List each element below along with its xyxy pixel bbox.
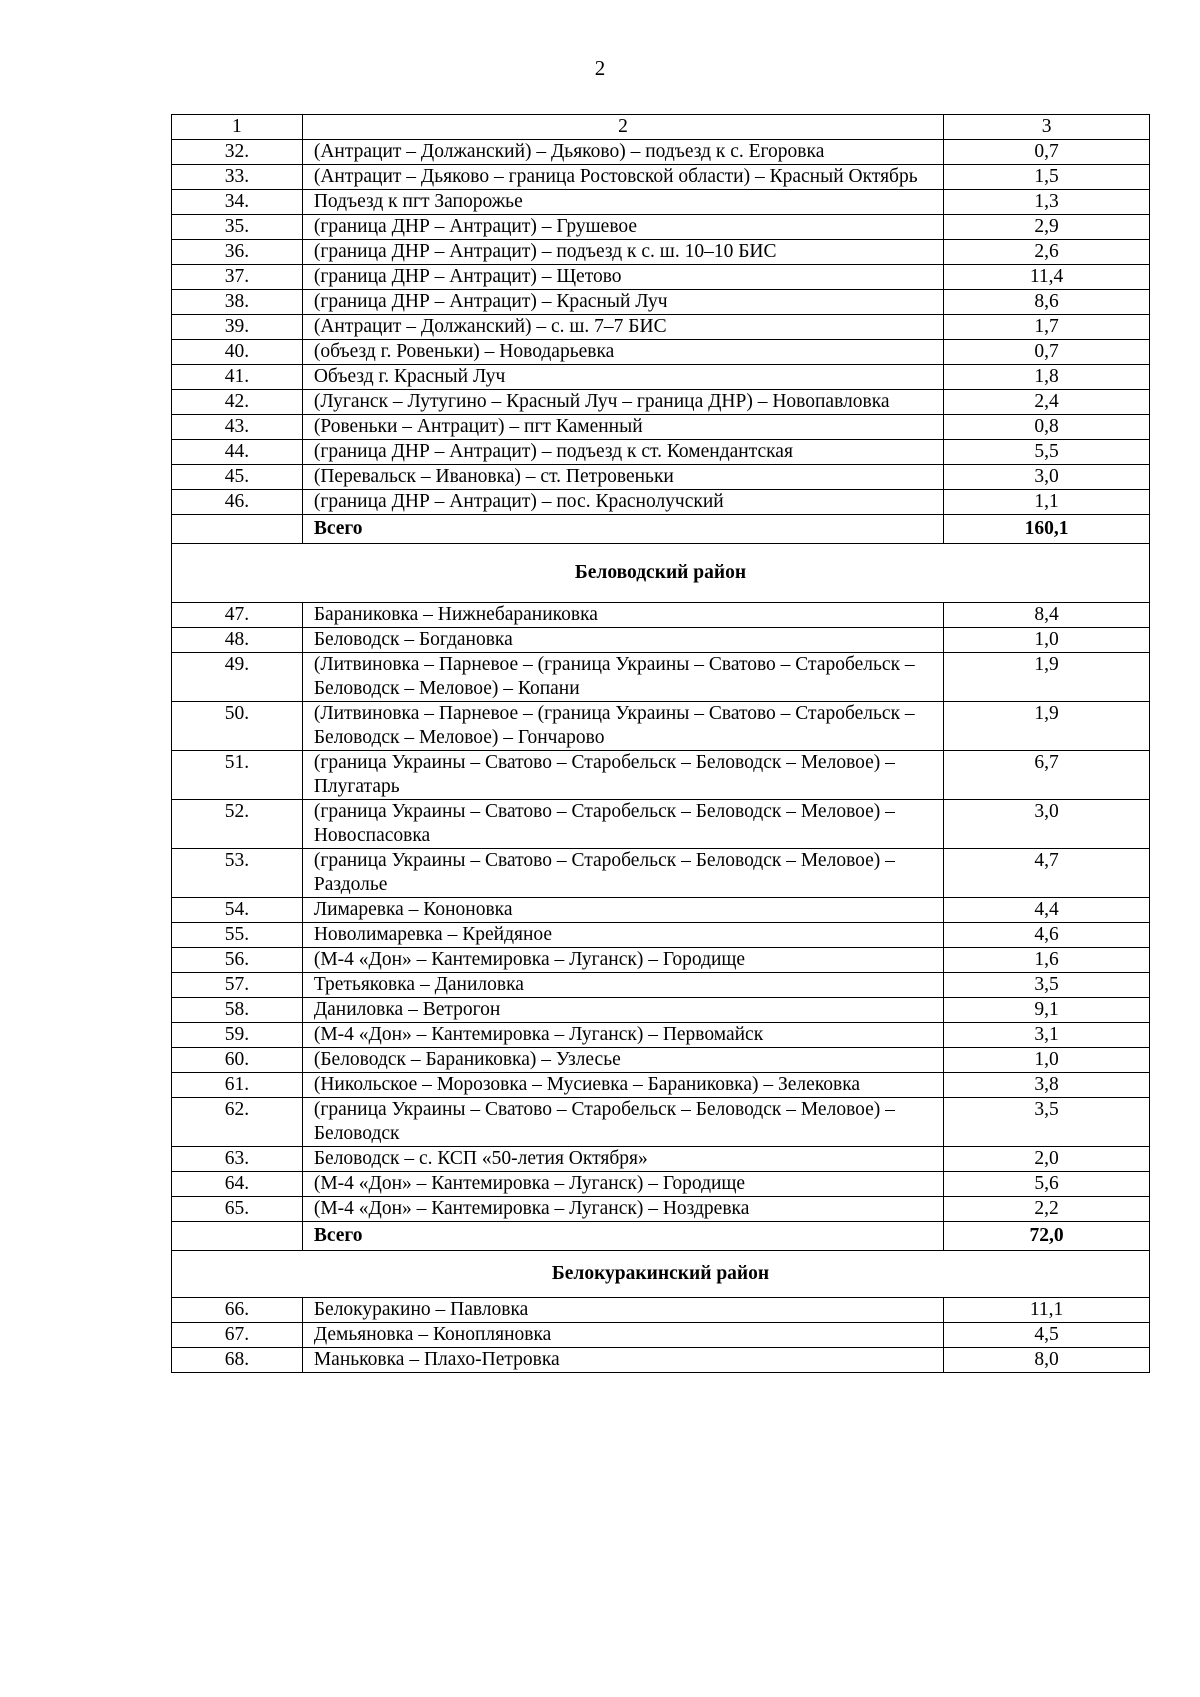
row-number: 55. <box>172 923 303 948</box>
table-row <box>172 702 1150 751</box>
row-number: 56. <box>172 948 303 973</box>
row-number: 49. <box>172 653 303 702</box>
table-row <box>172 998 1150 1023</box>
road-name: (граница ДНР – Антрацит) – подъезд к ст. Комендантская <box>302 440 943 465</box>
road-length: 2,6 <box>944 240 1150 265</box>
road-length: 6,7 <box>944 751 1150 800</box>
road-length: 11,4 <box>944 265 1150 290</box>
table-row <box>172 240 1150 265</box>
section-header-row <box>172 544 1150 603</box>
row-number: 34. <box>172 190 303 215</box>
table-row <box>172 290 1150 315</box>
table-row <box>172 165 1150 190</box>
road-length: 4,4 <box>944 898 1150 923</box>
road-length: 0,7 <box>944 340 1150 365</box>
road-length: 3,0 <box>944 465 1150 490</box>
road-name: Лимаревка – Кононовка <box>302 898 943 923</box>
total-value: 160,1 <box>944 515 1150 544</box>
page-number: 2 <box>594 56 606 80</box>
road-name: (Никольское – Морозовка – Мусиевка – Бараниковка) – Зелековка <box>302 1073 943 1098</box>
table-row <box>172 140 1150 165</box>
table-row <box>172 465 1150 490</box>
road-length: 8,4 <box>944 603 1150 628</box>
table-row <box>172 800 1150 849</box>
road-length: 0,8 <box>944 415 1150 440</box>
row-number: 38. <box>172 290 303 315</box>
road-length: 1,0 <box>944 628 1150 653</box>
row-number: 65. <box>172 1197 303 1222</box>
road-name: Третьяковка – Даниловка <box>302 973 943 998</box>
road-name: (Перевальск – Ивановка) – ст. Петровеньки <box>302 465 943 490</box>
table-row <box>172 1323 1150 1348</box>
table-row <box>172 849 1150 898</box>
road-length: 3,5 <box>944 1098 1150 1147</box>
road-name: (М-4 «Дон» – Кантемировка – Луганск) – Городище <box>302 948 943 973</box>
table-row <box>172 1098 1150 1147</box>
row-number: 52. <box>172 800 303 849</box>
row-number: 68. <box>172 1348 303 1373</box>
road-name: Новолимаревка – Крейдяное <box>302 923 943 948</box>
row-number: 36. <box>172 240 303 265</box>
road-length: 8,0 <box>944 1348 1150 1373</box>
road-name: Беловодск – Богдановка <box>302 628 943 653</box>
row-number: 43. <box>172 415 303 440</box>
row-number: 51. <box>172 751 303 800</box>
road-name: (объезд г. Ровеньки) – Новодарьевка <box>302 340 943 365</box>
road-length: 2,2 <box>944 1197 1150 1222</box>
row-number: 47. <box>172 603 303 628</box>
road-name: Объезд г. Красный Луч <box>302 365 943 390</box>
row-number: 37. <box>172 265 303 290</box>
row-number: 54. <box>172 898 303 923</box>
row-number: 45. <box>172 465 303 490</box>
table-row <box>172 1298 1150 1323</box>
road-name: Маньковка – Плахо-Петровка <box>302 1348 943 1373</box>
table-row <box>172 365 1150 390</box>
road-name: Белокуракино – Павловка <box>302 1298 943 1323</box>
road-length: 0,7 <box>944 140 1150 165</box>
column-number-3: 3 <box>944 115 1150 140</box>
row-number: 41. <box>172 365 303 390</box>
row-number: 50. <box>172 702 303 751</box>
row-number: 53. <box>172 849 303 898</box>
section-header-row <box>172 1251 1150 1298</box>
road-name: (М-4 «Дон» – Кантемировка – Луганск) – Ноздревка <box>302 1197 943 1222</box>
road-name: (граница ДНР – Антрацит) – пос. Краснолучский <box>302 490 943 515</box>
row-number: 33. <box>172 165 303 190</box>
road-length: 8,6 <box>944 290 1150 315</box>
total-label: Всего <box>302 1222 943 1251</box>
road-name: (граница ДНР – Антрацит) – подъезд к с. ш. 10–10 БИС <box>302 240 943 265</box>
road-name: (граница Украины – Сватово – Старобельск – Беловодск – Меловое) – Плугатарь <box>302 751 943 800</box>
row-number: 42. <box>172 390 303 415</box>
road-length: 9,1 <box>944 998 1150 1023</box>
road-name: (Луганск – Лутугино – Красный Луч – граница ДНР) – Новопавловка <box>302 390 943 415</box>
road-name: (граница Украины – Сватово – Старобельск – Беловодск – Меловое) – Беловодск <box>302 1098 943 1147</box>
total-row <box>172 515 1150 544</box>
table-row <box>172 628 1150 653</box>
total-row <box>172 1222 1150 1251</box>
row-number: 61. <box>172 1073 303 1098</box>
table-row <box>172 1147 1150 1172</box>
table-row <box>172 1048 1150 1073</box>
row-number: 32. <box>172 140 303 165</box>
table-row <box>172 340 1150 365</box>
road-name: (Литвиновка – Парневое – (граница Украины – Сватово – Старобельск – Беловодск – Меловое) – Копани <box>302 653 943 702</box>
road-length: 1,9 <box>944 702 1150 751</box>
road-name: (граница Украины – Сватово – Старобельск – Беловодск – Меловое) – Раздолье <box>302 849 943 898</box>
road-length: 4,6 <box>944 923 1150 948</box>
road-name: Подъезд к пгт Запорожье <box>302 190 943 215</box>
row-number: 63. <box>172 1147 303 1172</box>
column-number-row <box>172 115 1150 140</box>
row-number: 66. <box>172 1298 303 1323</box>
road-length: 1,8 <box>944 365 1150 390</box>
road-name: (граница Украины – Сватово – Старобельск – Беловодск – Меловое) – Новоспасовка <box>302 800 943 849</box>
column-number-2: 2 <box>302 115 943 140</box>
row-number: 59. <box>172 1023 303 1048</box>
table-row <box>172 265 1150 290</box>
table-row <box>172 215 1150 240</box>
road-length: 1,5 <box>944 165 1150 190</box>
table-row <box>172 190 1150 215</box>
row-number: 48. <box>172 628 303 653</box>
row-number: 40. <box>172 340 303 365</box>
road-name: (Ровеньки – Антрацит) – пгт Каменный <box>302 415 943 440</box>
road-length: 11,1 <box>944 1298 1150 1323</box>
road-name: (М-4 «Дон» – Кантемировка – Луганск) – Городище <box>302 1172 943 1197</box>
table-row <box>172 1023 1150 1048</box>
road-name: (Литвиновка – Парневое – (граница Украины – Сватово – Старобельск – Беловодск – Меловое) – Гончарово <box>302 702 943 751</box>
table-row <box>172 898 1150 923</box>
road-length: 3,0 <box>944 800 1150 849</box>
road-name: (М-4 «Дон» – Кантемировка – Луганск) – Первомайск <box>302 1023 943 1048</box>
road-name: (Беловодск – Бараниковка) – Узлесье <box>302 1048 943 1073</box>
table-row <box>172 440 1150 465</box>
road-name: Бараниковка – Нижнебараниковка <box>302 603 943 628</box>
row-number: 67. <box>172 1323 303 1348</box>
section-title: Белокуракинский район <box>172 1251 1150 1298</box>
row-number: 39. <box>172 315 303 340</box>
table-row <box>172 1197 1150 1222</box>
road-name: (Антрацит – Должанский) – Дьяково) – подъезд к с. Егоровка <box>302 140 943 165</box>
road-name: (граница ДНР – Антрацит) – Щетово <box>302 265 943 290</box>
road-length: 5,6 <box>944 1172 1150 1197</box>
road-name: (граница ДНР – Антрацит) – Грушевое <box>302 215 943 240</box>
table-row <box>172 751 1150 800</box>
row-number: 62. <box>172 1098 303 1147</box>
total-label: Всего <box>302 515 943 544</box>
total-value: 72,0 <box>944 1222 1150 1251</box>
section-title: Беловодский район <box>172 544 1150 603</box>
table-row <box>172 390 1150 415</box>
table-row <box>172 973 1150 998</box>
table-row <box>172 923 1150 948</box>
road-length: 1,1 <box>944 490 1150 515</box>
table-row <box>172 653 1150 702</box>
road-length: 1,9 <box>944 653 1150 702</box>
road-length: 2,9 <box>944 215 1150 240</box>
road-length: 1,6 <box>944 948 1150 973</box>
roads-table <box>171 114 1150 1373</box>
road-length: 1,7 <box>944 315 1150 340</box>
road-length: 2,0 <box>944 1147 1150 1172</box>
row-number: 58. <box>172 998 303 1023</box>
road-length: 3,8 <box>944 1073 1150 1098</box>
row-number: 57. <box>172 973 303 998</box>
table-row <box>172 315 1150 340</box>
road-name: Даниловка – Ветрогон <box>302 998 943 1023</box>
road-length: 4,5 <box>944 1323 1150 1348</box>
road-length: 5,5 <box>944 440 1150 465</box>
road-name: Беловодск – с. КСП «50-летия Октября» <box>302 1147 943 1172</box>
table-row <box>172 415 1150 440</box>
row-number: 35. <box>172 215 303 240</box>
table-row <box>172 603 1150 628</box>
road-length: 1,3 <box>944 190 1150 215</box>
road-name: (граница ДНР – Антрацит) – Красный Луч <box>302 290 943 315</box>
road-name: (Антрацит – Дьяково – граница Ростовской области) – Красный Октябрь <box>302 165 943 190</box>
row-number: 44. <box>172 440 303 465</box>
row-number: 64. <box>172 1172 303 1197</box>
row-number: 46. <box>172 490 303 515</box>
road-length: 3,5 <box>944 973 1150 998</box>
road-length: 4,7 <box>944 849 1150 898</box>
column-number-1: 1 <box>172 115 303 140</box>
table-row <box>172 1172 1150 1197</box>
road-length: 1,0 <box>944 1048 1150 1073</box>
road-length: 3,1 <box>944 1023 1150 1048</box>
table-row <box>172 1348 1150 1373</box>
road-name: Демьяновка – Конопляновка <box>302 1323 943 1348</box>
row-number: 60. <box>172 1048 303 1073</box>
table-row <box>172 948 1150 973</box>
table-row <box>172 1073 1150 1098</box>
road-name: (Антрацит – Должанский) – с. ш. 7–7 БИС <box>302 315 943 340</box>
total-empty-cell <box>172 1222 303 1251</box>
road-length: 2,4 <box>944 390 1150 415</box>
total-empty-cell <box>172 515 303 544</box>
table-row <box>172 490 1150 515</box>
